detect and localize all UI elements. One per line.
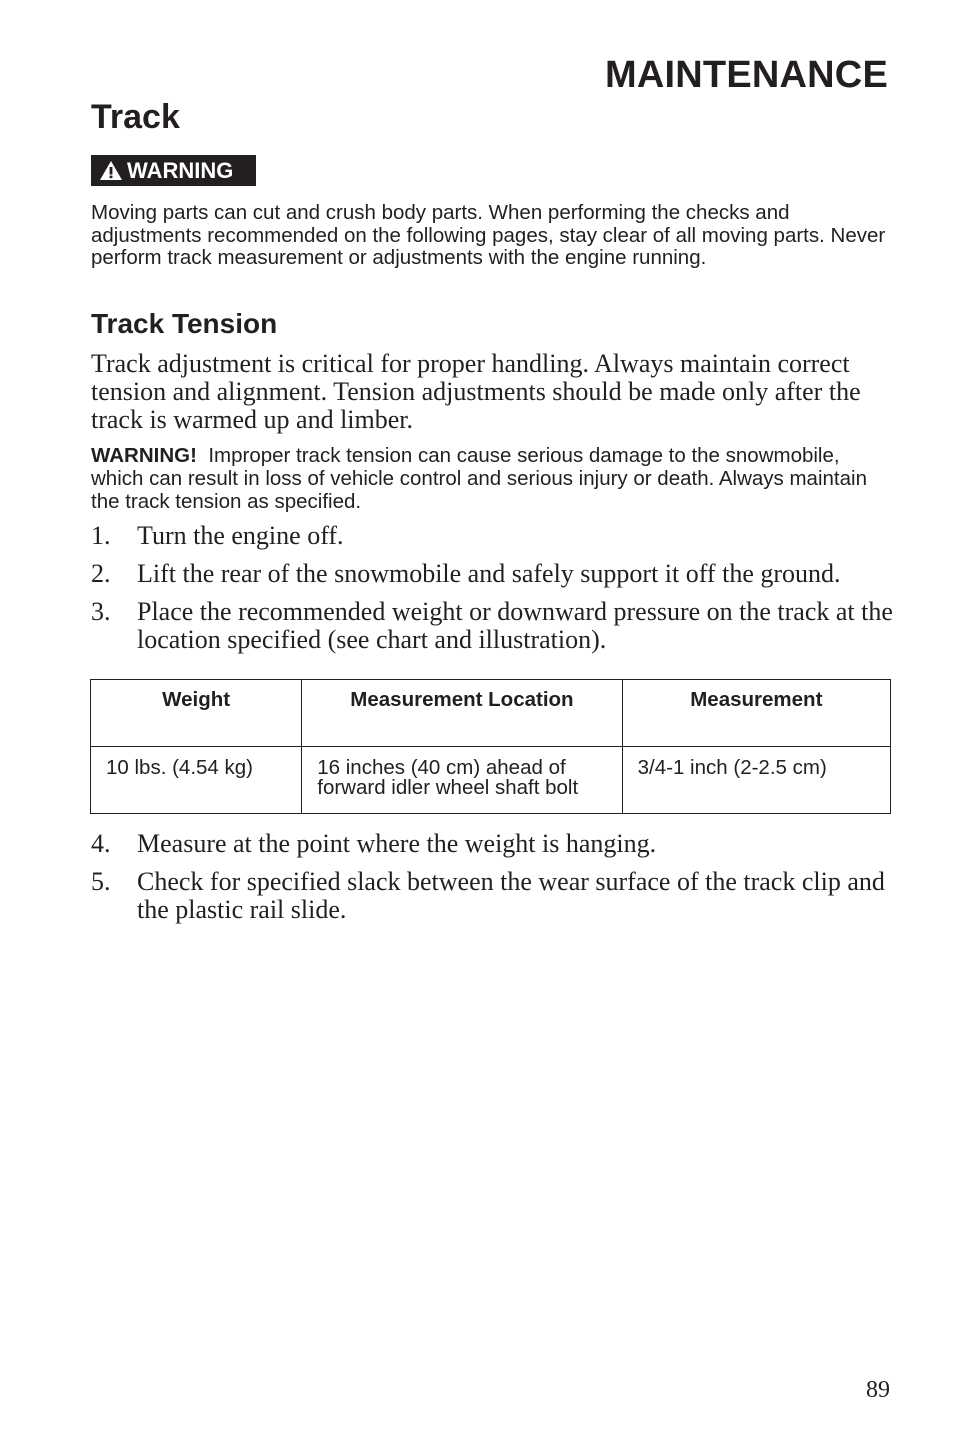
step-text: Place the recommended weight or downward pressure on the track at the location specified (see chart and illustration). <box>137 597 893 654</box>
step-item <box>91 598 901 654</box>
step-text: Measure at the point where the weight is hanging. <box>137 829 657 858</box>
step-text: Turn the engine off. <box>137 521 344 550</box>
warning-banner <box>91 155 256 186</box>
warning-label: WARNING <box>127 157 234 183</box>
steps-list-after <box>91 830 901 934</box>
table-row <box>91 747 891 814</box>
step-number: 3. <box>91 597 111 626</box>
step-number: 5. <box>91 867 111 896</box>
track-tension-table <box>90 679 891 814</box>
inline-warning-text: Improper track tension can cause serious damage to the snowmobile, which can result in loss of vehicle control and serious injury or death. Always maintain the track tension as specified. <box>91 444 867 513</box>
step-number: 1. <box>91 521 111 550</box>
table-header-location: Measurement Location <box>302 680 622 747</box>
step-item <box>91 830 901 858</box>
table-cell-location: 16 inches (40 cm) ahead of forward idler wheel shaft bolt <box>302 747 622 814</box>
step-item <box>91 560 901 588</box>
table-cell-measurement: 3/4-1 inch (2-2.5 cm) <box>622 747 890 814</box>
page-number: 89 <box>866 1377 890 1403</box>
track-tension-heading: Track Tension <box>91 308 278 339</box>
step-item <box>91 522 901 550</box>
table-header-row <box>91 680 891 747</box>
section-header: MAINTENANCE <box>605 54 888 96</box>
warning-text: Moving parts can cut and crush body parts. When performing the checks and adjustments recommended on the following pages, stay clear of all moving parts. Never perform track measurement or adjustments with the engine running. <box>91 201 886 269</box>
table-cell-weight: 10 lbs. (4.54 kg) <box>91 747 302 814</box>
step-number: 2. <box>91 559 111 588</box>
step-number: 4. <box>91 829 111 858</box>
page-title: Track <box>91 98 180 136</box>
track-tension-intro: Track adjustment is critical for proper handling. Always maintain correct tension and alignment. Tension adjustments should be made only after the track is warmed up and limber. <box>91 349 861 434</box>
step-item <box>91 868 901 924</box>
table-header-weight: Weight <box>91 680 302 747</box>
inline-warning <box>91 445 891 513</box>
table-header-measurement: Measurement <box>622 680 890 747</box>
warning-triangle-icon <box>99 160 123 181</box>
steps-list-before <box>91 522 901 664</box>
step-text: Lift the rear of the snowmobile and safely support it off the ground. <box>137 559 841 588</box>
step-text: Check for specified slack between the wear surface of the track clip and the plastic rail slide. <box>137 867 885 924</box>
inline-warning-label: WARNING! <box>91 444 197 467</box>
